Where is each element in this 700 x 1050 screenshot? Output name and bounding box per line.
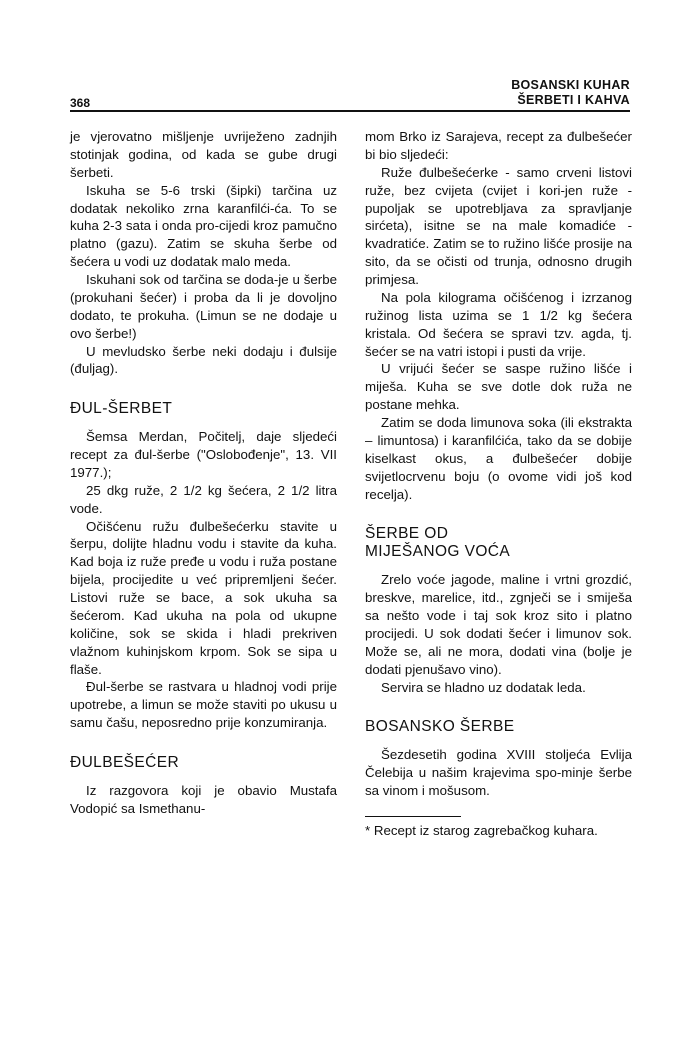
section-heading-line2: MIJEŠANOG VOĆA xyxy=(365,543,511,561)
paragraph: 25 dkg ruže, 2 1/2 kg šećera, 2 1/2 litra vode. xyxy=(70,482,337,516)
paragraph: U vrijući šećer se saspe ružino lišće i miješa. Kuha se sve dotle dok ruža ne postane mehka. xyxy=(365,361,632,413)
paragraph: Na pola kilograma očišćenog i izrzanog ružinog lista uzima se 1 1/2 kg šećera kristala. Od šećera se spravi tzv. agda, tj. šećer se na vatri istopi i pusti da vrije. xyxy=(365,289,632,359)
footnote-rule xyxy=(365,816,461,817)
footnote-text: * Recept iz starog zagrebačkog kuhara. xyxy=(365,823,598,839)
paragraph: Ruže đulbešećerke - samo crveni listovi ruže, bez cvijeta (cvijet i kori-jen ruže - pupoljak se upotrebljava za spravljanje sirćeta), isitne se na male komadiće - kvadratiće. Zatim se to ružino lišće prosije na sito, da se očisti od trunja, odnosno drugih primjesa. xyxy=(365,164,632,287)
footnote-block xyxy=(365,816,632,840)
section-heading-serbe-od-mijesanog-voca xyxy=(365,525,632,561)
header-titles xyxy=(70,78,630,108)
paragraph: Iz razgovora koji je obavio Mustafa Vodopić sa Ismethanu- xyxy=(70,783,337,816)
paragraph: U mevludsko šerbe neki dodaju i đulsije (đuljag). xyxy=(70,343,337,377)
section-heading-line1: ŠERBE OD xyxy=(365,525,449,543)
chapter-title: ŠERBETI I KAHVA xyxy=(517,92,630,107)
paragraph: Šemsa Merdan, Počitelj, daje sljedeći recept za đul-šerbe ("Oslobođenje", 13. VII 1977.); xyxy=(70,429,337,480)
right-column xyxy=(365,128,632,840)
left-column xyxy=(70,128,337,840)
paragraph: Iskuha se 5-6 trski (šipki) tarčina uz dodatak nekoliko zrna karanfilći-ća. To se kuha 2-3 sata i onda pro-cijedi kroz pamučno platno (gazu). Zatim se skuha šerbe od šećera u vodi uz dodatak malo meda. xyxy=(70,182,337,270)
page-header xyxy=(70,78,630,112)
section-heading-dulbesecer: ĐULBEŠEĆER xyxy=(70,754,180,772)
section-heading-dul-serbet: ĐUL-ŠERBET xyxy=(70,400,173,418)
paragraph: Očišćenu ružu đulbešećerku stavite u šerpu, dolijte hladnu vodu i stavite da kuha. Kad boja iz ruže pređe u vodu i ruža postane bijela, procijedite u već pripremljeni šećer. Listovi ruže se bace, a sok ukuha sa šećerom. Kad ukuha na pola od ukupne količine, sok se skida i hladi prekriven vlažnom kuhinjskom krpom. Sok se sipa u flaše. xyxy=(70,518,337,677)
paragraph: je vjerovatno mišljenje uvriježeno zadnjih stotinjak godina, od kada se gube drugi šerbeti. xyxy=(70,129,337,180)
section-heading-bosansko-serbe: BOSANSKO ŠERBE xyxy=(365,718,515,736)
paragraph: mom Brko iz Sarajeva, recept za đulbešećer bi bio sljedeći: xyxy=(365,129,632,162)
paragraph: Servira se hladno uz dodatak leda. xyxy=(381,679,586,695)
paragraph: Šezdesetih godina XVIII stoljeća Evlija Čelebija u našim krajevima spo-minje šerbe sa vinom i mošusom. xyxy=(365,747,632,799)
paragraph: Zatim se doda limunova soka (ili ekstrakta – limuntosa) i karanfilćića, tako da se dobije kiselkast okus, a đulbešećer dobije svijetlocrvenu boju (o ovome vidi još kod recelja). xyxy=(365,415,632,502)
paragraph: Đul-šerbe se rastvara u hladnoj vodi prije upotrebe, a limun se može staviti po ukusu u samu čašu, neposredno prije konzumiranja. xyxy=(70,679,337,731)
text-columns xyxy=(70,128,632,840)
paragraph: Iskuhani sok od tarčina se doda-je u šerbe (prokuhani šećer) i proba da li je dovoljno dodato, te prokuha. (Limun se ne dodaje u ovo šerbe!) xyxy=(70,272,337,341)
page-number: 368 xyxy=(70,96,91,110)
paragraph: Zrelo voće jagode, maline i vrtni grozdić, breskve, marelice, itd., zgnječi se i smiješa sa nešto vode i taj sok kroz sito i platno procijedi. U sok dodati šećer i limunov sok. Može se, ali ne mora, dodati vina (bolje je dodati pjenušavo vino). xyxy=(365,572,632,677)
header-rule xyxy=(70,110,630,112)
book-title: BOSANSKI KUHAR xyxy=(511,78,630,92)
